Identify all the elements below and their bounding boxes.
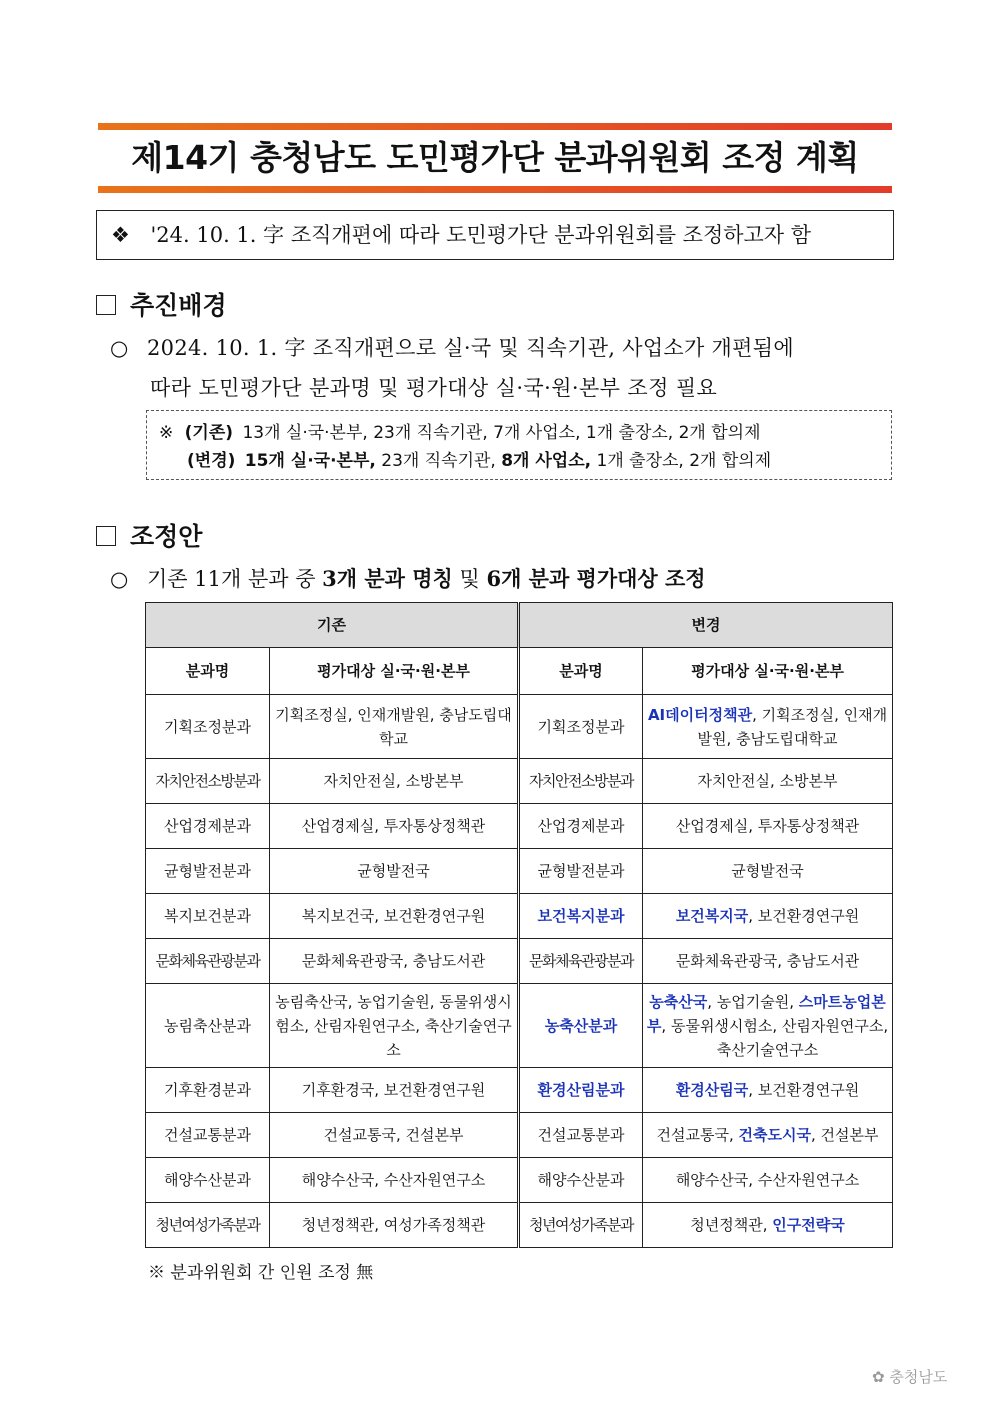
old-name-cell: 청년여성가족분과	[146, 1203, 270, 1248]
old-target-cell: 자치안전실, 소방본부	[270, 759, 519, 804]
title-bottom-bar	[98, 186, 892, 193]
new-target-cell: 환경산림국, 보건환경연구원	[643, 1068, 893, 1113]
checkbox-square-icon	[96, 526, 116, 546]
adjustment-table	[145, 602, 893, 1248]
new-target-cell: 청년정책관, 인구전략국	[643, 1203, 893, 1248]
group-header-before: 기존	[146, 603, 519, 648]
new-target-cell: 농축산국, 농업기술원, 스마트농업본부, 동물위생시험소, 산림자원연구소, 축산기술연구소	[643, 984, 893, 1068]
section-plan-heading: 조정안	[96, 517, 202, 553]
new-target-cell: 보건복지국, 보건환경연구원	[643, 894, 893, 939]
new-name-cell: 자치안전소방분과	[519, 759, 643, 804]
diamond-bullet-icon: ❖	[111, 223, 130, 247]
new-target-cell: 산업경제실, 투자통상정책관	[643, 804, 893, 849]
table-row	[146, 1203, 893, 1248]
summary-text: '24. 10. 1. 字 조직개편에 따라 도민평가단 분과위원회를 조정하고자 함	[150, 223, 812, 247]
new-target-cell: 해양수산국, 수산자원연구소	[643, 1158, 893, 1203]
old-name-cell: 자치안전소방분과	[146, 759, 270, 804]
new-target-cell: 건설교통국, 건축도시국, 건설본부	[643, 1113, 893, 1158]
background-line-2: 따라 도민평가단 분과명 및 평가대상 실·국·원·본부 조정 필요	[150, 376, 718, 400]
old-name-cell: 기획조정분과	[146, 695, 270, 759]
checkbox-square-icon	[96, 295, 116, 315]
new-target-cell: 균형발전국	[643, 849, 893, 894]
old-name-cell: 복지보건분과	[146, 894, 270, 939]
page-title: 제14기 충청남도 도민평가단 분과위원회 조정 계획	[131, 138, 859, 177]
province-logo: ✿ 충청남도	[872, 1368, 948, 1386]
table-row	[146, 1068, 893, 1113]
new-name-cell: 산업경제분과	[519, 804, 643, 849]
new-name-cell: 환경산림분과	[519, 1068, 643, 1113]
old-name-cell: 문화체육관광분과	[146, 939, 270, 984]
new-target-cell: 자치안전실, 소방본부	[643, 759, 893, 804]
logo-mark-icon: ✿	[872, 1368, 885, 1386]
section-background-heading: 추진배경	[96, 286, 227, 322]
col-header-target: 평가대상 실·국·원·본부	[270, 648, 519, 695]
table-row	[146, 894, 893, 939]
table-row	[146, 695, 893, 759]
old-target-cell: 해양수산국, 수산자원연구소	[270, 1158, 519, 1203]
new-name-cell: 청년여성가족분과	[519, 1203, 643, 1248]
footnote: ※ 분과위원회 간 인원 조정 無	[148, 1263, 374, 1283]
table-row	[146, 984, 893, 1068]
note-before-line: ※ (기존) 13개 실·국·본부, 23개 직속기관, 7개 사업소, 1개 출장소, 2개 합의제	[159, 423, 761, 443]
old-target-cell: 복지보건국, 보건환경연구원	[270, 894, 519, 939]
old-target-cell: 산업경제실, 투자통상정책관	[270, 804, 519, 849]
group-header-after: 변경	[519, 603, 893, 648]
old-target-cell: 청년정책관, 여성가족정책관	[270, 1203, 519, 1248]
old-name-cell: 기후환경분과	[146, 1068, 270, 1113]
col-header-name: 분과명	[146, 648, 270, 695]
old-target-cell: 기획조정실, 인재개발원, 충남도립대학교	[270, 695, 519, 759]
new-name-cell: 해양수산분과	[519, 1158, 643, 1203]
table-row	[146, 939, 893, 984]
table-row	[146, 1158, 893, 1203]
org-change-note	[146, 410, 892, 480]
new-name-cell: 보건복지분과	[519, 894, 643, 939]
table-row	[146, 1113, 893, 1158]
col-header-target: 평가대상 실·국·원·본부	[643, 648, 893, 695]
new-name-cell: 기획조정분과	[519, 695, 643, 759]
old-name-cell: 농림축산분과	[146, 984, 270, 1068]
table-row	[146, 849, 893, 894]
old-target-cell: 균형발전국	[270, 849, 519, 894]
circle-bullet-icon: ○	[110, 567, 129, 591]
background-line-1: ○ 2024. 10. 1. 字 조직개편으로 실·국 및 직속기관, 사업소가 개편됨에	[110, 336, 794, 360]
old-target-cell: 기후환경국, 보건환경연구원	[270, 1068, 519, 1113]
new-name-cell: 건설교통분과	[519, 1113, 643, 1158]
old-name-cell: 균형발전분과	[146, 849, 270, 894]
old-target-cell: 농림축산국, 농업기술원, 동물위생시험소, 산림자원연구소, 축산기술연구소	[270, 984, 519, 1068]
note-after-line: (변경) 15개 실·국·본부, 23개 직속기관, 8개 사업소, 1개 출장소, 2개 합의제	[187, 451, 772, 471]
new-target-cell: 문화체육관광국, 충남도서관	[643, 939, 893, 984]
summary-box	[96, 210, 894, 260]
plan-line: ○ 기존 11개 분과 중 3개 분과 명칭 및 6개 분과 평가대상 조정	[110, 566, 706, 591]
table-row	[146, 759, 893, 804]
old-name-cell: 산업경제분과	[146, 804, 270, 849]
new-name-cell: 문화체육관광분과	[519, 939, 643, 984]
table-row	[146, 804, 893, 849]
new-target-cell: AI데이터정책관, 기획조정실, 인재개발원, 충남도립대학교	[643, 695, 893, 759]
old-name-cell: 건설교통분과	[146, 1113, 270, 1158]
circle-bullet-icon: ○	[110, 336, 129, 360]
old-name-cell: 해양수산분과	[146, 1158, 270, 1203]
new-name-cell: 균형발전분과	[519, 849, 643, 894]
old-target-cell: 건설교통국, 건설본부	[270, 1113, 519, 1158]
new-name-cell: 농축산분과	[519, 984, 643, 1068]
old-target-cell: 문화체육관광국, 충남도서관	[270, 939, 519, 984]
col-header-name: 분과명	[519, 648, 643, 695]
title-top-bar	[98, 123, 892, 130]
